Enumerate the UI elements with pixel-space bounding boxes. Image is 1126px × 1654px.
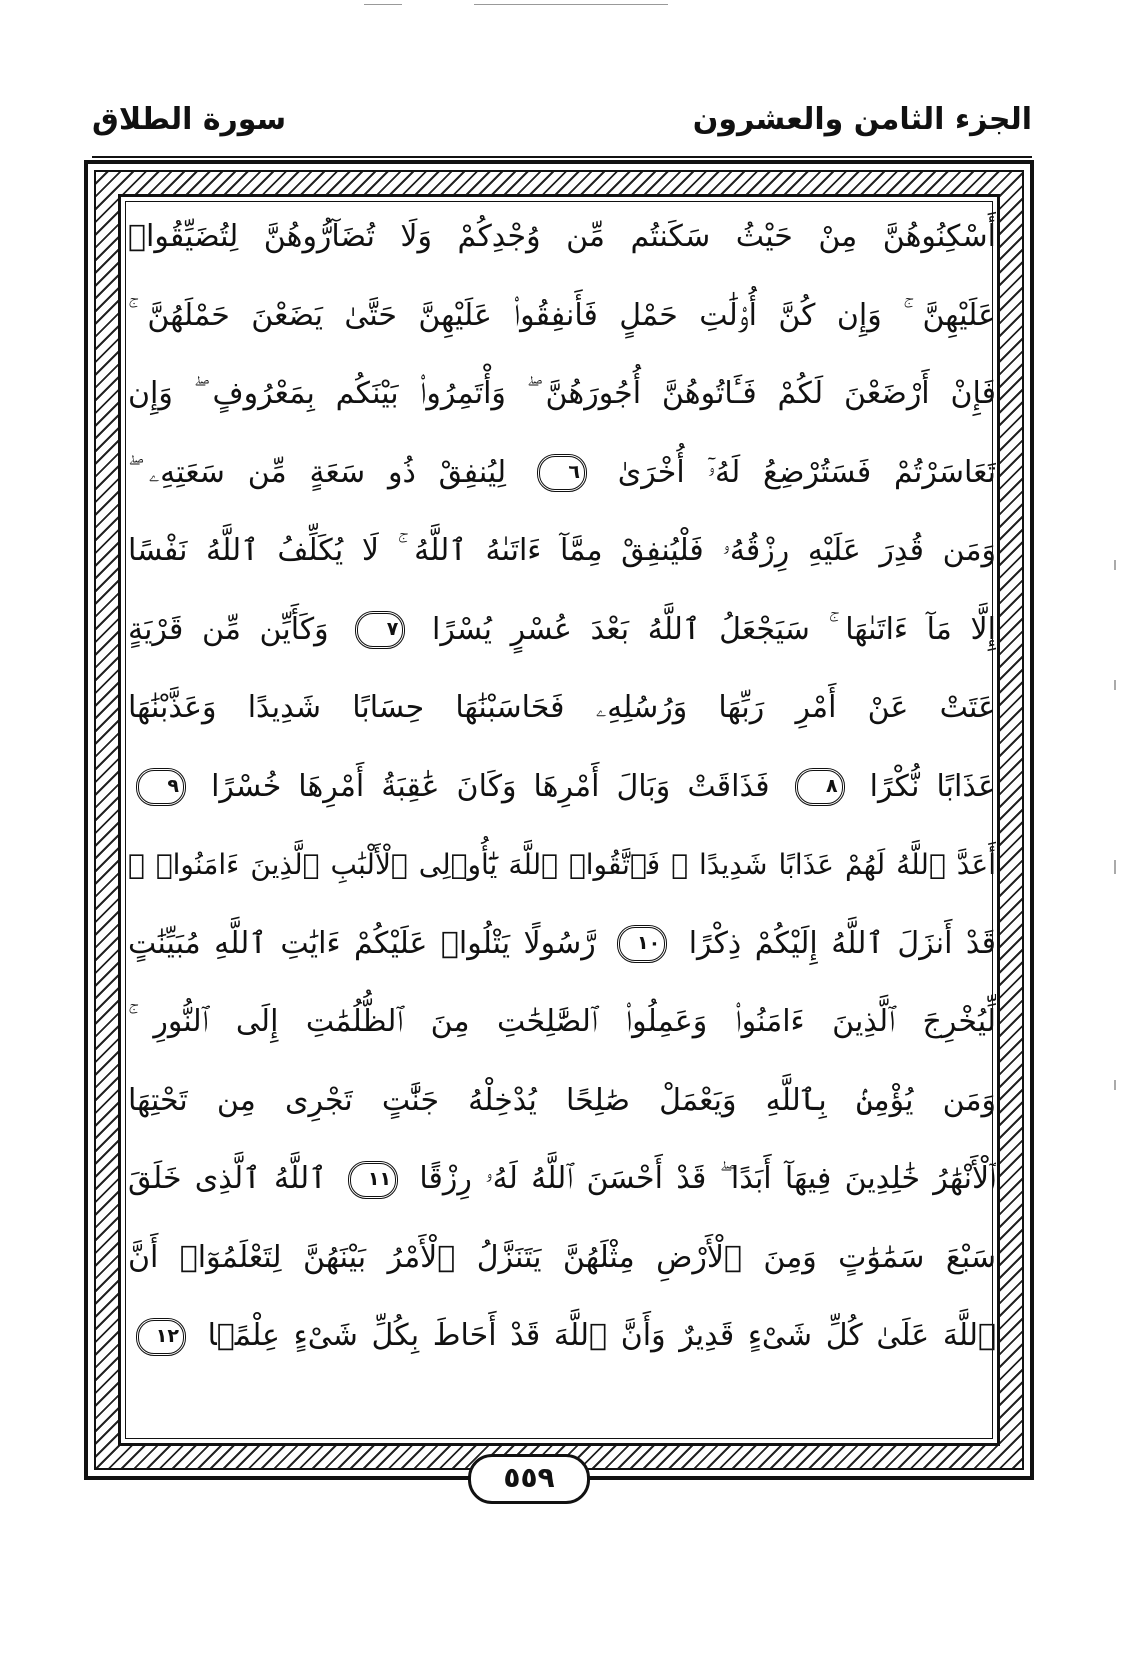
surah-title: سورة الطلاق — [92, 102, 287, 137]
verse-line — [128, 512, 996, 591]
running-header — [92, 96, 1032, 158]
verse-line — [128, 983, 996, 1062]
verse-text: تَعَاسَرْتُمْ فَسَتُرْضِعُ لَهُۥٓ أُخْرَىٰ — [617, 454, 996, 490]
ayah-number-marker: ٩ — [136, 768, 186, 806]
header-rule — [92, 156, 1032, 158]
verse-line — [128, 1062, 996, 1141]
verse-text: إِلَّا مَآ ءَاتَىٰهَا ۚ سَيَجْعَلُ ٱللَّهُ بَعْدَ عُسْرٍ يُسْرًا — [432, 611, 996, 647]
verse-text: عَذَابًا نُّكْرًا — [869, 768, 996, 804]
verse-text: وَكَأَيِّن مِّن قَرْيَةٍ — [128, 611, 329, 647]
verse-line — [128, 669, 996, 748]
ayah-number-marker: ٨ — [795, 768, 845, 806]
verse-line — [128, 1140, 996, 1219]
verse-line — [128, 826, 996, 905]
verse-text: لِّيُخْرِجَ ٱلَّذِينَ ءَامَنُوا۟ وَعَمِلُوا۟ ٱلصَّٰلِحَٰتِ مِنَ ٱلظُّلُمَٰتِ إِلَى ٱلنُّورِ ۚ — [128, 1004, 996, 1039]
ayah-number-marker: ٧ — [355, 611, 405, 649]
verse-line — [128, 198, 996, 277]
page-number: ٥٥٩ — [468, 1454, 590, 1504]
verse-text: أَعَدَّ ٱللَّهُ لَهُمْ عَذَابًا شَدِيدًا ۖ فَٱتَّقُوا۟ ٱللَّهَ يَٰٓأُو۟لِى ٱلْأَلْبَٰبِ ٱلَّذِينَ ءَامَنُوا۟ ۚ — [128, 848, 996, 881]
juz-title: الجزء الثامن والعشرون — [692, 102, 1032, 137]
verse-text: عَتَتْ عَنْ أَمْرِ رَبِّهَا وَرُسُلِهِۦ فَحَاسَبْنَٰهَا حِسَابًا شَدِيدًا وَعَذَّبْنَٰهَا — [128, 690, 996, 725]
verse-text: ٱللَّهَ عَلَىٰ كُلِّ شَىْءٍ قَدِيرٌ وَأَنَّ ٱللَّهَ قَدْ أَحَاطَ بِكُلِّ شَىْءٍ عِلْمًۢا — [207, 1318, 996, 1353]
verse-text: وَمَن يُؤْمِنۢ بِٱللَّهِ وَيَعْمَلْ صَٰلِحًا يُدْخِلْهُ جَنَّٰتٍ تَجْرِى مِن تَحْتِهَا — [128, 1082, 996, 1118]
ayah-number-marker: ١١ — [348, 1161, 398, 1199]
verse-line — [128, 277, 996, 356]
verse-text: سَبْعَ سَمَٰوَٰتٍ وَمِنَ ٱلْأَرْضِ مِثْلَهُنَّ يَتَنَزَّلُ ٱلْأَمْرُ بَيْنَهُنَّ لِتَعْلَمُوٓا۟ أَنَّ — [128, 1239, 996, 1275]
verse-line — [128, 748, 996, 827]
verse-text: ٱلْأَنْهَٰرُ خَٰلِدِينَ فِيهَآ أَبَدًا ۖ قَدْ أَحْسَنَ ٱللَّهُ لَهُۥ رِزْقًا — [419, 1161, 996, 1196]
verse-text: قَدْ أَنزَلَ ٱللَّهُ إِلَيْكُمْ ذِكْرًا — [688, 925, 996, 961]
verse-line — [128, 1297, 996, 1376]
scan-side-marks — [1114, 560, 1118, 1260]
verse-line — [128, 355, 996, 434]
ayah-number-marker: ١٠ — [617, 925, 667, 963]
verse-text: وَمَن قُدِرَ عَلَيْهِ رِزْقُهُۥ فَلْيُنفِقْ مِمَّآ ءَاتَىٰهُ ٱللَّهُ ۚ لَا يُكَلِّفُ ٱللَّهُ نَفْسًا — [128, 533, 996, 568]
ayah-number-marker: ٦ — [537, 454, 587, 492]
verse-line — [128, 591, 996, 670]
verse-text: ٱللَّهُ ٱلَّذِى خَلَقَ — [128, 1161, 327, 1196]
verse-line — [128, 1219, 996, 1298]
ayah-number-marker: ١٢ — [136, 1318, 186, 1356]
verse-line — [128, 905, 996, 984]
verse-text: عَلَيْهِنَّ ۚ وَإِن كُنَّ أُو۟لَٰتِ حَمْلٍ فَأَنفِقُوا۟ عَلَيْهِنَّ حَتَّىٰ يَضَعْنَ حَمْلَهُنَّ ۚ — [128, 297, 996, 333]
verse-text-block — [128, 198, 996, 1418]
scan-edge-marks — [0, 4, 1126, 10]
verse-text: رَّسُولًا يَتْلُوا۟ عَلَيْكُمْ ءَايَٰتِ ٱللَّهِ مُبَيِّنَٰتٍ — [128, 925, 596, 961]
verse-text: لِيُنفِقْ ذُو سَعَةٍ مِّن سَعَتِهِۦ ۖ — [128, 454, 507, 490]
verse-line — [128, 434, 996, 513]
verse-text: أَسْكِنُوهُنَّ مِنْ حَيْثُ سَكَنتُم مِّن وُجْدِكُمْ وَلَا تُضَآرُّوهُنَّ لِتُضَيِّقُوا۟ — [128, 219, 996, 254]
verse-text: فَذَاقَتْ وَبَالَ أَمْرِهَا وَكَانَ عَٰقِبَةُ أَمْرِهَا خُسْرًا — [211, 768, 770, 804]
verse-text: فَإِنْ أَرْضَعْنَ لَكُمْ فَـَٔاتُوهُنَّ أُجُورَهُنَّ ۖ وَأْتَمِرُوا۟ بَيْنَكُم بِمَعْرُوفٍ ۖ وَإِن — [128, 376, 996, 411]
